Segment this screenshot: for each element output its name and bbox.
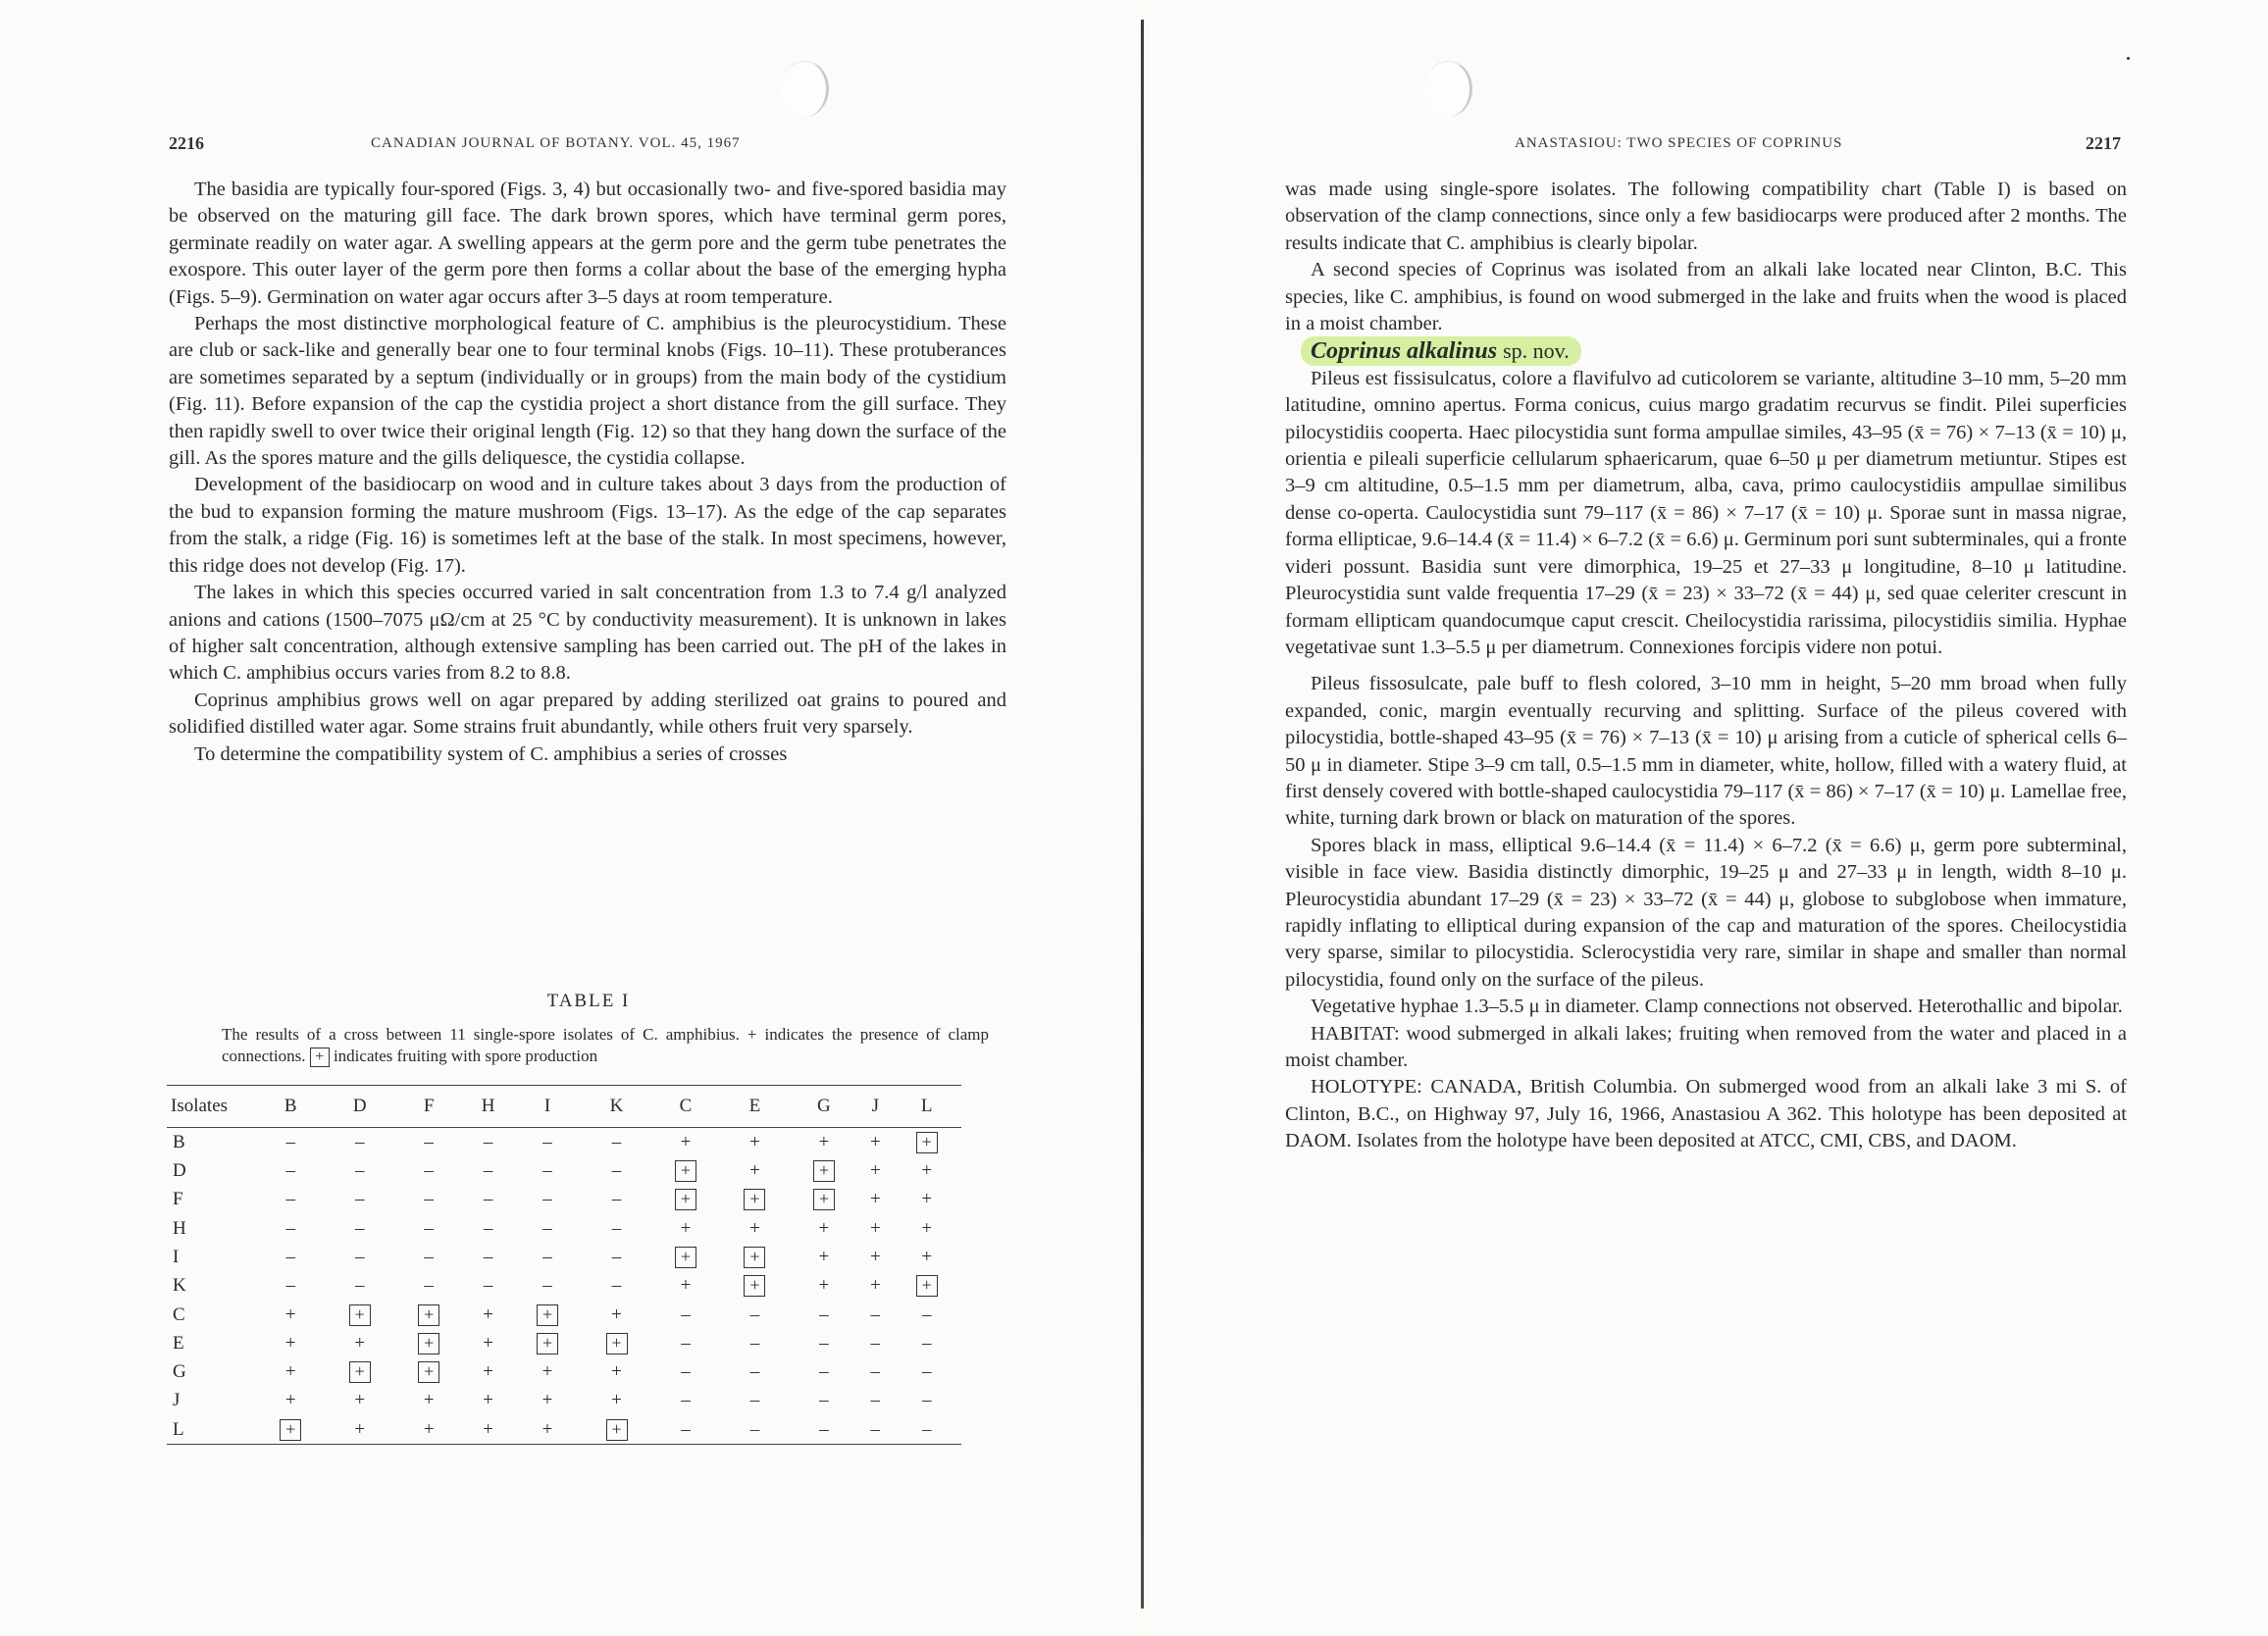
table-cell: + bbox=[611, 1361, 622, 1383]
left-running-head: CANADIAN JOURNAL OF BOTANY. VOL. 45, 1967 bbox=[371, 135, 741, 151]
table-cell: – bbox=[819, 1332, 829, 1354]
table-cell: – bbox=[542, 1131, 552, 1152]
table-cell: – bbox=[354, 1189, 365, 1210]
caption-text: The results of a cross between 11 single-spore isolates of C. amphibius. + indicates the presence of clamp connections. bbox=[222, 1025, 989, 1065]
table-cell: – bbox=[611, 1275, 622, 1297]
boxed-plus-icon: + bbox=[537, 1333, 558, 1355]
punch-hole bbox=[1424, 61, 1472, 117]
boxed-plus-icon: + bbox=[675, 1160, 696, 1182]
table-cell: – bbox=[749, 1332, 760, 1354]
column-header: B bbox=[256, 1086, 325, 1128]
table-body bbox=[167, 1128, 961, 1445]
table-row bbox=[167, 1301, 961, 1329]
column-header: C bbox=[651, 1086, 720, 1128]
table-cell bbox=[790, 1186, 858, 1214]
table-cell: – bbox=[870, 1390, 881, 1411]
table-cell: + bbox=[921, 1189, 933, 1210]
table-cell bbox=[720, 1243, 789, 1271]
table-title: TABLE I bbox=[546, 991, 631, 1011]
table-cell bbox=[394, 1301, 463, 1329]
row-label: G bbox=[173, 1361, 186, 1383]
boxed-plus-icon: + bbox=[606, 1333, 628, 1355]
boxed-plus-icon: + bbox=[813, 1160, 835, 1182]
left-body-text bbox=[169, 177, 1006, 768]
boxed-plus-icon: + bbox=[744, 1247, 765, 1268]
paragraph: To determine the compatibility system of C. amphibius a series of crosses bbox=[194, 742, 788, 765]
table-cell: – bbox=[870, 1332, 881, 1354]
table-cell: – bbox=[681, 1390, 691, 1411]
paragraph: The lakes in which this species occurred varied in salt concentration from 1.3 to 7.4 g/l analyzed anions and cations (1500–7075 μΩ/cm at 25 °C by conductivity measurement). It is unknown in lakes of higher salt concentration, although extensive sampling has been carried out. The pH of the lakes in which C. amphibius occurs varies from 8.2 to 8.8. bbox=[169, 582, 1006, 685]
boxed-plus-icon: + bbox=[916, 1275, 938, 1297]
row-label: J bbox=[173, 1390, 180, 1411]
boxed-plus-icon: + bbox=[418, 1304, 439, 1326]
table-cell: + bbox=[541, 1361, 553, 1383]
table-cell: – bbox=[542, 1160, 552, 1182]
table-row bbox=[167, 1329, 961, 1357]
table-cell: – bbox=[424, 1217, 434, 1239]
punch-hole bbox=[781, 61, 829, 117]
speck bbox=[2127, 57, 2130, 60]
table-cell: – bbox=[424, 1160, 434, 1182]
right-running-head: ANASTASIOU: TWO SPECIES OF COPRINUS bbox=[1515, 135, 1843, 151]
species-heading bbox=[1285, 337, 2127, 365]
table-row bbox=[167, 1415, 961, 1445]
boxed-plus-icon: + bbox=[418, 1361, 439, 1383]
table-cell: – bbox=[749, 1361, 760, 1383]
table-cell: – bbox=[542, 1217, 552, 1239]
highlighted-species-name bbox=[1301, 336, 1581, 366]
table-cell: – bbox=[354, 1131, 365, 1152]
table-cell: + bbox=[483, 1361, 493, 1383]
paragraph: Pileus fissosulcate, pale buff to flesh colored, 3–10 mm in height, 5–20 mm broad when fully expanded, conic, margin eventually recurving and splitting. Surface of the pileus covered with pilocystidia, bottle-shaped 43–95 (x̄ = 76) × 7–13 (x̄ = 10) μ arising from a cuticle of spherical cells 6–50 μ in diameter. Stipe 3–9 cm tall, 0.5–1.5 mm in diameter, white, hollow, filled with a watery fluid, at first densely covered with bottle-shaped caulocystidia 79–117 (x̄ = 86) × 7–17 (x̄ = 10) μ. Lamellae free, white, turning dark brown or black on maturation of the spores. bbox=[1285, 673, 2127, 830]
table-row bbox=[167, 1186, 961, 1214]
table-cell: – bbox=[681, 1332, 691, 1354]
row-label: L bbox=[167, 1415, 256, 1445]
table-cell: – bbox=[285, 1217, 295, 1239]
table-cell: + bbox=[869, 1131, 881, 1152]
column-header: K bbox=[582, 1086, 650, 1128]
table-cell: – bbox=[858, 1415, 892, 1445]
table-cell: – bbox=[611, 1131, 622, 1152]
table-cell: – bbox=[611, 1217, 622, 1239]
table-cell: – bbox=[790, 1415, 858, 1445]
boxed-plus-icon: + bbox=[744, 1275, 765, 1297]
table-cell: + bbox=[869, 1160, 881, 1182]
table-header-row bbox=[167, 1086, 961, 1128]
table-cell: + bbox=[818, 1131, 830, 1152]
table-cell bbox=[394, 1329, 463, 1357]
species-suffix: sp. nov. bbox=[1503, 338, 1570, 364]
table-cell: – bbox=[921, 1332, 932, 1354]
table-cell: + bbox=[513, 1415, 582, 1445]
cross-table bbox=[167, 1085, 961, 1445]
table-cell: – bbox=[424, 1189, 434, 1210]
paragraph: The basidia are typically four-spored (Figs. 3, 4) but occasionally two- and five-spored basidia may be observed on the maturing gill face. The dark brown spores, which have terminal germ pores, germinate readily on water agar. A swelling appears at the germ pore and the germ tube penetrates the exospore. This outer layer of the germ pore then forms a collar about the base of the emerging hypha (Figs. 5–9). Germination on water agar occurs after 3–5 days at room temperature. bbox=[169, 179, 1006, 308]
row-label: D bbox=[173, 1160, 186, 1182]
table-cell: – bbox=[542, 1246, 552, 1267]
paragraph: was made using single-spore isolates. The following compatibility chart (Table I) is based on observation of the clamp connections, since only a few basidiocarps were produced after 2 months. The results indicate that C. amphibius is clearly bipolar. bbox=[1285, 179, 2127, 254]
boxed-plus-icon: + bbox=[813, 1189, 835, 1210]
table-cell: – bbox=[921, 1304, 932, 1325]
table-cell: – bbox=[542, 1189, 552, 1210]
table-cell: + bbox=[818, 1246, 830, 1267]
table-cell: – bbox=[424, 1275, 434, 1297]
table-cell: – bbox=[611, 1246, 622, 1267]
table-cell: – bbox=[285, 1275, 295, 1297]
boxed-plus-icon: + bbox=[349, 1361, 371, 1383]
table-cell: + bbox=[423, 1390, 435, 1411]
table-row bbox=[167, 1156, 961, 1185]
habitat-paragraph: HABITAT: wood submerged in alkali lakes; fruiting when removed from the water and placed in a moist chamber. bbox=[1285, 1022, 2127, 1071]
column-header: I bbox=[513, 1086, 582, 1128]
table-cell: – bbox=[611, 1189, 622, 1210]
table-cell: + bbox=[869, 1189, 881, 1210]
table-cell bbox=[256, 1415, 325, 1445]
table-cell: – bbox=[483, 1131, 493, 1152]
paragraph: Vegetative hyphae 1.3–5.5 μ in diameter. Clamp connections not observed. Heterothallic and bipolar. bbox=[1311, 996, 2123, 1018]
table-cell: – bbox=[354, 1217, 365, 1239]
table-cell: – bbox=[651, 1415, 720, 1445]
table-cell: – bbox=[819, 1390, 829, 1411]
table-row bbox=[167, 1243, 961, 1271]
table-cell: – bbox=[870, 1361, 881, 1383]
paragraph: Perhaps the most distinctive morphological feature of C. amphibius is the pleurocystidium. These are club or sack-like and generally bear one to four terminal knobs (Figs. 10–11). These protuberances are sometimes separated by a septum (individually or in groups) from the main body of the cystidium (Fig. 11). Before expansion of the cap the cystidia project a short distance from the gill surface. They then rapidly swell to over twice their original length (Fig. 12) so that they hang down the surface of the gill. As the spores mature and the gills deliquesce, the cystidia collapse. bbox=[169, 313, 1006, 470]
table-cell: + bbox=[611, 1304, 622, 1325]
table-cell bbox=[892, 1128, 961, 1157]
table-cell: – bbox=[285, 1189, 295, 1210]
table-1 bbox=[167, 991, 1010, 1445]
table-cell bbox=[892, 1272, 961, 1301]
table-cell bbox=[325, 1357, 393, 1386]
column-header: H bbox=[463, 1086, 512, 1128]
table-cell bbox=[651, 1186, 720, 1214]
boxed-plus-icon: + bbox=[537, 1304, 558, 1326]
species-name: Coprinus alkalinus bbox=[1311, 338, 1498, 365]
table-cell: – bbox=[749, 1390, 760, 1411]
table-cell: + bbox=[869, 1275, 881, 1297]
right-body-text bbox=[1285, 177, 2127, 1155]
table-cell: – bbox=[921, 1361, 932, 1383]
table-cell: + bbox=[818, 1217, 830, 1239]
table-cell: – bbox=[892, 1415, 961, 1445]
table-cell bbox=[720, 1272, 789, 1301]
table-cell: + bbox=[483, 1390, 493, 1411]
paragraph: A second species of Coprinus was isolated from an alkali lake located near Clinton, B.C. This species, like C. amphibius, is found on wood submerged in the lake and fruits when the wood is placed in a moist chamber. bbox=[1285, 259, 2127, 335]
boxed-plus-icon: + bbox=[606, 1419, 628, 1441]
column-header: G bbox=[790, 1086, 858, 1128]
table-cell bbox=[651, 1243, 720, 1271]
table-row bbox=[167, 1272, 961, 1301]
table-cell: + bbox=[284, 1361, 296, 1383]
column-header: L bbox=[892, 1086, 961, 1128]
paragraph: Development of the basidiocarp on wood and in culture takes about 3 days from the production of the bud to expansion forming the mature mushroom (Figs. 13–17). As the edge of the cap separates from the stalk, a ridge (Fig. 16) is sometimes left at the base of the stalk. In most specimens, however, this ridge does not develop (Fig. 17). bbox=[169, 474, 1006, 577]
table-cell: – bbox=[424, 1131, 434, 1152]
table-cell: – bbox=[483, 1217, 493, 1239]
table-cell: + bbox=[921, 1217, 933, 1239]
table-cell: + bbox=[680, 1275, 692, 1297]
boxed-plus-icon: + bbox=[310, 1048, 330, 1067]
table-cell: + bbox=[749, 1160, 760, 1182]
table-cell: + bbox=[325, 1415, 393, 1445]
table-cell bbox=[582, 1329, 650, 1357]
table-cell: + bbox=[818, 1275, 830, 1297]
table-cell: – bbox=[870, 1304, 881, 1325]
table-row bbox=[167, 1357, 961, 1386]
table-cell: + bbox=[869, 1246, 881, 1267]
column-header: D bbox=[325, 1086, 393, 1128]
table-cell: – bbox=[424, 1246, 434, 1267]
table-cell: – bbox=[720, 1415, 789, 1445]
row-label: I bbox=[173, 1246, 180, 1267]
table-caption bbox=[222, 1024, 989, 1067]
table-cell: + bbox=[284, 1304, 296, 1325]
table-cell bbox=[651, 1156, 720, 1185]
table-cell bbox=[513, 1329, 582, 1357]
right-folio: 2217 bbox=[2086, 133, 2121, 153]
table-cell: – bbox=[921, 1390, 932, 1411]
table-cell: – bbox=[749, 1304, 760, 1325]
caption-text: indicates fruiting with spore production bbox=[333, 1047, 598, 1065]
table-cell: + bbox=[611, 1390, 622, 1411]
table-cell bbox=[325, 1301, 393, 1329]
boxed-plus-icon: + bbox=[418, 1333, 439, 1355]
table-cell: – bbox=[819, 1361, 829, 1383]
table-cell bbox=[582, 1415, 650, 1445]
table-row bbox=[167, 1387, 961, 1415]
table-cell: – bbox=[542, 1275, 552, 1297]
table-cell: – bbox=[285, 1160, 295, 1182]
table-cell: + bbox=[483, 1304, 493, 1325]
row-label: B bbox=[173, 1131, 185, 1152]
boxed-plus-icon: + bbox=[675, 1189, 696, 1210]
table-cell: + bbox=[394, 1415, 463, 1445]
table-cell: + bbox=[869, 1217, 881, 1239]
table-cell: + bbox=[483, 1332, 493, 1354]
boxed-plus-icon: + bbox=[280, 1419, 301, 1441]
table-cell: + bbox=[463, 1415, 512, 1445]
table-cell: – bbox=[354, 1160, 365, 1182]
row-label: K bbox=[173, 1275, 186, 1297]
table-cell: + bbox=[284, 1332, 296, 1354]
table-cell: – bbox=[354, 1246, 365, 1267]
table-cell: – bbox=[681, 1361, 691, 1383]
table-cell: + bbox=[921, 1246, 933, 1267]
table-cell: – bbox=[483, 1189, 493, 1210]
table-cell: – bbox=[819, 1304, 829, 1325]
table-cell: – bbox=[483, 1275, 493, 1297]
column-header: J bbox=[858, 1086, 892, 1128]
table-row bbox=[167, 1128, 961, 1157]
column-header: E bbox=[720, 1086, 789, 1128]
table-cell: – bbox=[483, 1246, 493, 1267]
left-folio: 2216 bbox=[169, 133, 204, 153]
boxed-plus-icon: + bbox=[349, 1304, 371, 1326]
table-cell: – bbox=[285, 1131, 295, 1152]
table-cell: + bbox=[541, 1390, 553, 1411]
page-gutter bbox=[1141, 20, 1144, 1609]
table-cell bbox=[790, 1156, 858, 1185]
table-cell: – bbox=[354, 1275, 365, 1297]
table-cell bbox=[394, 1357, 463, 1386]
table-cell: + bbox=[749, 1217, 760, 1239]
table-row bbox=[167, 1214, 961, 1243]
table-cell: – bbox=[681, 1304, 691, 1325]
latin-diagnosis: Pileus est fissisulcatus, colore a flavifulvo ad cuticolorem se variante, altitudine 3–10 mm, 5–20 mm latitudine, omnino apertus. Forma conicus, cuius margo gradatim recurvus se findit. Pilei superficies pilocystidiis cooperta. Haec pilocystidia sunt forma ampullae similes, 43–95 (x̄ = 76) × 7–13 (x̄ = 10) μ, orientia e pileali superficie cellularum sphaericarum, quae 6–50 μ per diametrum metiuntur. Stipes est 3–9 cm altitudine, 0.5–1.5 mm per diametrum, alba, cava, primo caulocystidiis ampullae similibus dense co-operta. Caulocystidia sunt 79–117 (x̄ = 86) × 7–17 (x̄ = 10) μ. Sporae sunt in massa nigrae, forma ellipticae, 9.6–14.4 (x̄ = 11.4) × 6–7.2 (x̄ = 6.6) μ. Germinum pori sunt subterminales, qui a fronte videri possunt. Basidia sunt vere dimorphica, 19–25 et 27–33 μ longitudine, 8–10 μ latitudine. Pleurocystidia sunt valde frequentia 17–29 (x̄ = 23) × 33–72 (x̄ = 44) μ, sed quae celeriter crescunt in formam ellipticam quandocumque caput crescit. Cheilocystidia rarissima, pilocystidiis similia. Hyphae vegetativae sunt 1.3–5.5 μ per diametrum. Connexiones forcipis videre non potui. bbox=[1285, 367, 2127, 658]
boxed-plus-icon: + bbox=[675, 1247, 696, 1268]
row-label: F bbox=[173, 1189, 183, 1210]
table-cell: – bbox=[285, 1246, 295, 1267]
paragraph: Spores black in mass, elliptical 9.6–14.4 (x̄ = 11.4) × 6–7.2 (x̄ = 6.6) μ, germ pore subterminal, visible in face view. Basidia distinctly dimorphic, 19–25 μ and 27–33 μ in length, width 8–10 μ. Pleurocystidia abundant 17–29 (x̄ = 23) × 33–72 (x̄ = 44) μ, globose to subglobose when immature, rapidly inflating to elliptical during expansion of the cap and maturation of the spores. Cheilocystidia very sparse, similar to pilocystidia. Sclerocystidia very rare, similar in shape and smaller than normal pilocystidia, found only on the surface of the pileus. bbox=[1285, 834, 2127, 991]
table-cell bbox=[513, 1301, 582, 1329]
table-cell: + bbox=[284, 1390, 296, 1411]
table-cell: + bbox=[354, 1390, 366, 1411]
boxed-plus-icon: + bbox=[744, 1189, 765, 1210]
column-header: F bbox=[394, 1086, 463, 1128]
table-cell: – bbox=[611, 1160, 622, 1182]
table-cell: + bbox=[749, 1131, 760, 1152]
row-label: C bbox=[173, 1304, 185, 1325]
paragraph: Coprinus amphibius grows well on agar prepared by adding sterilized oat grains to poured and solidified distilled water agar. Some strains fruit abundantly, while others fruit very sparsely. bbox=[169, 689, 1006, 739]
row-label: E bbox=[173, 1332, 184, 1354]
table-cell: + bbox=[680, 1131, 692, 1152]
column-header: Isolates bbox=[167, 1086, 256, 1128]
boxed-plus-icon: + bbox=[916, 1132, 938, 1153]
table-cell: + bbox=[921, 1160, 933, 1182]
row-label: H bbox=[173, 1217, 186, 1239]
table-cell: – bbox=[483, 1160, 493, 1182]
holotype-paragraph: HOLOTYPE: CANADA, British Columbia. On submerged wood from an alkali lake 3 mi S. of Clinton, B.C., on Highway 97, July 16, 1966, Anastasiou A 362. This holotype has been deposited at DAOM. Isolates from the holotype have been deposited at ATCC, CMI, CBS, and DAOM. bbox=[1285, 1076, 2127, 1152]
table-cell bbox=[720, 1186, 789, 1214]
table-cell: + bbox=[354, 1332, 366, 1354]
table-cell: + bbox=[680, 1217, 692, 1239]
